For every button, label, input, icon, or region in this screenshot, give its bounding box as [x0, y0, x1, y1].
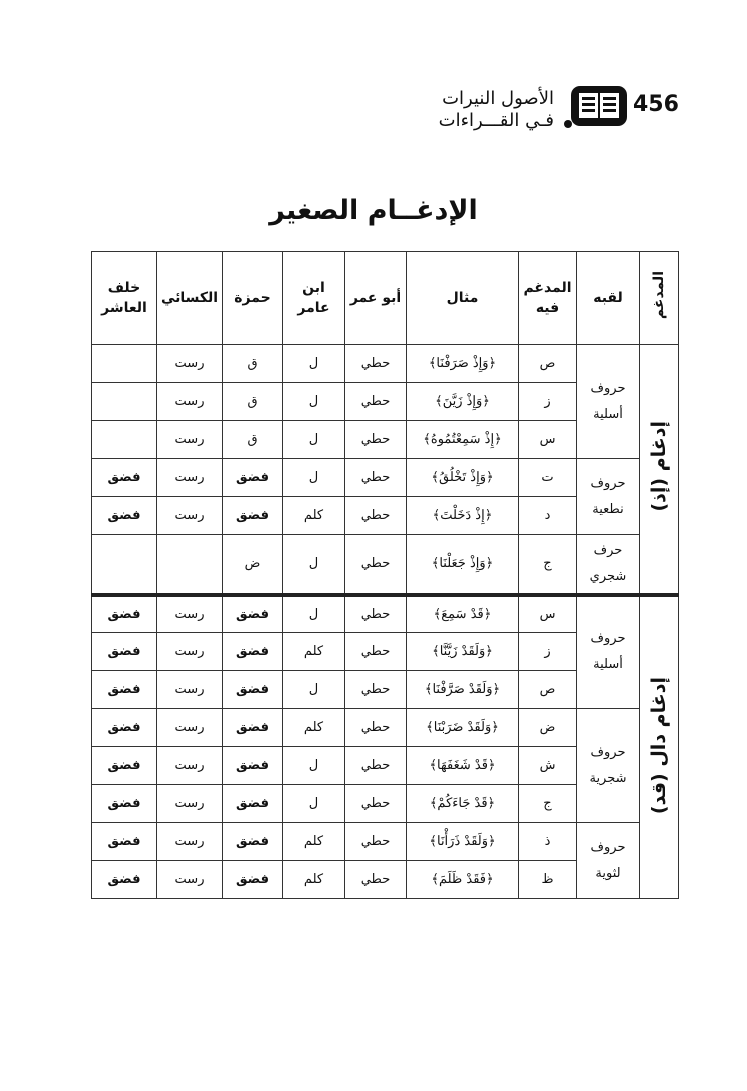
- kisai-cell: رست: [157, 709, 223, 747]
- abu-amr-cell: حطي: [345, 747, 407, 785]
- letter-cell: ج: [519, 535, 577, 595]
- khalaf-cell: فضق: [92, 671, 157, 709]
- example-cell: ﴿وَلَقَدْ صَرَّفْنَا﴾: [407, 671, 519, 709]
- ibn-amir-cell: ل: [283, 421, 345, 459]
- kisai-cell: رست: [157, 633, 223, 671]
- table-row: [92, 345, 679, 383]
- book-title-line1: الأصول النيرات: [442, 88, 554, 109]
- example-cell: ﴿إِذْ دَخَلْتَ﴾: [407, 497, 519, 535]
- kisai-cell: رست: [157, 747, 223, 785]
- letter-cell: ز: [519, 633, 577, 671]
- khalaf-cell: فضق: [92, 823, 157, 861]
- hamza-cell: فضق: [223, 747, 283, 785]
- khalaf-cell: [92, 535, 157, 595]
- example-cell: ﴿إِذْ سَمِعْتُمُوهُ﴾: [407, 421, 519, 459]
- abu-amr-cell: حطي: [345, 497, 407, 535]
- ibn-amir-cell: كلم: [283, 497, 345, 535]
- header-khalaf: خلف العاشر: [92, 252, 157, 345]
- hamza-cell: فضق: [223, 823, 283, 861]
- example-cell: ﴿قَدْ جَاءَكُمْ﴾: [407, 785, 519, 823]
- khalaf-cell: فضق: [92, 709, 157, 747]
- example-cell: ﴿وَإِذْ تَخْلُقُ﴾: [407, 459, 519, 497]
- ibn-amir-cell: ل: [283, 345, 345, 383]
- ibn-amir-cell: كلم: [283, 633, 345, 671]
- abu-amr-cell: حطي: [345, 535, 407, 595]
- example-cell: ﴿قَدْ شَغَفَهَا﴾: [407, 747, 519, 785]
- kisai-cell: رست: [157, 823, 223, 861]
- lakab-cell: حروف نطعية: [577, 459, 640, 535]
- table-row: [92, 823, 679, 861]
- kisai-cell: رست: [157, 595, 223, 633]
- header-abu-amr: أبو عمر: [345, 252, 407, 345]
- lakab-cell: حروف لثوية: [577, 823, 640, 899]
- abu-amr-cell: حطي: [345, 595, 407, 633]
- abu-amr-cell: حطي: [345, 823, 407, 861]
- ibn-amir-cell: ل: [283, 383, 345, 421]
- khalaf-cell: فضق: [92, 633, 157, 671]
- letter-cell: ض: [519, 709, 577, 747]
- header-mithal: مثال: [407, 252, 519, 345]
- table-row: [92, 595, 679, 633]
- letter-cell: ش: [519, 747, 577, 785]
- khalaf-cell: فضق: [92, 459, 157, 497]
- kisai-cell: رست: [157, 383, 223, 421]
- ibn-amir-cell: ل: [283, 785, 345, 823]
- header-lakab: لقبه: [577, 252, 640, 345]
- kisai-cell: رست: [157, 861, 223, 899]
- ibn-amir-cell: ل: [283, 671, 345, 709]
- letter-cell: ذ: [519, 823, 577, 861]
- lakab-cell: حروف شجرية: [577, 709, 640, 823]
- ibn-amir-cell: كلم: [283, 861, 345, 899]
- group-name-cell: إدغام (إذ): [640, 345, 679, 595]
- page-number: 456: [633, 92, 679, 117]
- lakab-cell: حروف أسلية: [577, 595, 640, 709]
- khalaf-cell: فضق: [92, 497, 157, 535]
- header-ibn-amir: ابن عامر: [283, 252, 345, 345]
- table-row: [92, 709, 679, 747]
- table-row: [92, 535, 679, 595]
- letter-cell: ص: [519, 671, 577, 709]
- example-cell: ﴿وَإِذْ صَرَفْنَا﴾: [407, 345, 519, 383]
- letter-cell: ت: [519, 459, 577, 497]
- hamza-cell: فضق: [223, 459, 283, 497]
- header-mudgham-fihi: المدغم فيه: [519, 252, 577, 345]
- abu-amr-cell: حطي: [345, 459, 407, 497]
- lakab-cell: حروف أسلية: [577, 345, 640, 459]
- letter-cell: ص: [519, 345, 577, 383]
- ibn-amir-cell: ل: [283, 595, 345, 633]
- abu-amr-cell: حطي: [345, 421, 407, 459]
- hamza-cell: فضق: [223, 671, 283, 709]
- section-title: الإدغــام الصغير: [269, 195, 478, 226]
- letter-cell: س: [519, 421, 577, 459]
- letter-cell: س: [519, 595, 577, 633]
- letter-cell: ج: [519, 785, 577, 823]
- hamza-cell: فضق: [223, 595, 283, 633]
- hamza-cell: فضق: [223, 861, 283, 899]
- ibn-amir-cell: كلم: [283, 709, 345, 747]
- abu-amr-cell: حطي: [345, 633, 407, 671]
- letter-cell: ز: [519, 383, 577, 421]
- kisai-cell: [157, 535, 223, 595]
- header-mudgham: المدغم: [640, 252, 679, 345]
- hamza-cell: ق: [223, 345, 283, 383]
- abu-amr-cell: حطي: [345, 345, 407, 383]
- kisai-cell: رست: [157, 497, 223, 535]
- example-cell: ﴿وَلَقَدْ زَيَّنَّا﴾: [407, 633, 519, 671]
- table-header-row: [92, 252, 679, 345]
- hamza-cell: فضق: [223, 785, 283, 823]
- hamza-cell: ض: [223, 535, 283, 595]
- book-title: [439, 88, 554, 132]
- khalaf-cell: فضق: [92, 785, 157, 823]
- table-row: [92, 459, 679, 497]
- abu-amr-cell: حطي: [345, 383, 407, 421]
- abu-amr-cell: حطي: [345, 785, 407, 823]
- header-hamza: حمزة: [223, 252, 283, 345]
- hamza-cell: ق: [223, 383, 283, 421]
- ibn-amir-cell: ل: [283, 459, 345, 497]
- book-title-line2: فـي القـــراءات: [438, 110, 554, 131]
- khalaf-cell: [92, 345, 157, 383]
- hamza-cell: فضق: [223, 633, 283, 671]
- ibn-amir-cell: ل: [283, 535, 345, 595]
- khalaf-cell: [92, 383, 157, 421]
- header-kisai: الكسائي: [157, 252, 223, 345]
- letter-cell: ظ: [519, 861, 577, 899]
- abu-amr-cell: حطي: [345, 861, 407, 899]
- khalaf-cell: فضق: [92, 747, 157, 785]
- kisai-cell: رست: [157, 345, 223, 383]
- khalaf-cell: فضق: [92, 861, 157, 899]
- example-cell: ﴿قَدْ سَمِعَ﴾: [407, 595, 519, 633]
- khalaf-cell: [92, 421, 157, 459]
- kisai-cell: رست: [157, 421, 223, 459]
- hamza-cell: فضق: [223, 497, 283, 535]
- example-cell: ﴿وَإِذْ زَيَّنَ﴾: [407, 383, 519, 421]
- letter-cell: د: [519, 497, 577, 535]
- ibn-amir-cell: كلم: [283, 823, 345, 861]
- lakab-cell: حرف شجري: [577, 535, 640, 595]
- open-book-logo-icon: [563, 84, 631, 130]
- example-cell: ﴿وَلَقَدْ ذَرَأْنَا﴾: [407, 823, 519, 861]
- abu-amr-cell: حطي: [345, 671, 407, 709]
- hamza-cell: فضق: [223, 709, 283, 747]
- khalaf-cell: فضق: [92, 595, 157, 633]
- kisai-cell: رست: [157, 671, 223, 709]
- example-cell: ﴿وَلَقَدْ ضَرَبْنَا﴾: [407, 709, 519, 747]
- example-cell: ﴿فَقَدْ ظَلَمَ﴾: [407, 861, 519, 899]
- hamza-cell: ق: [223, 421, 283, 459]
- abu-amr-cell: حطي: [345, 709, 407, 747]
- idgham-table: [91, 251, 679, 899]
- example-cell: ﴿وَإِذْ جَعَلْنَا﴾: [407, 535, 519, 595]
- ibn-amir-cell: ل: [283, 747, 345, 785]
- group-name-cell: إدغام دال (قد): [640, 595, 679, 899]
- kisai-cell: رست: [157, 459, 223, 497]
- kisai-cell: رست: [157, 785, 223, 823]
